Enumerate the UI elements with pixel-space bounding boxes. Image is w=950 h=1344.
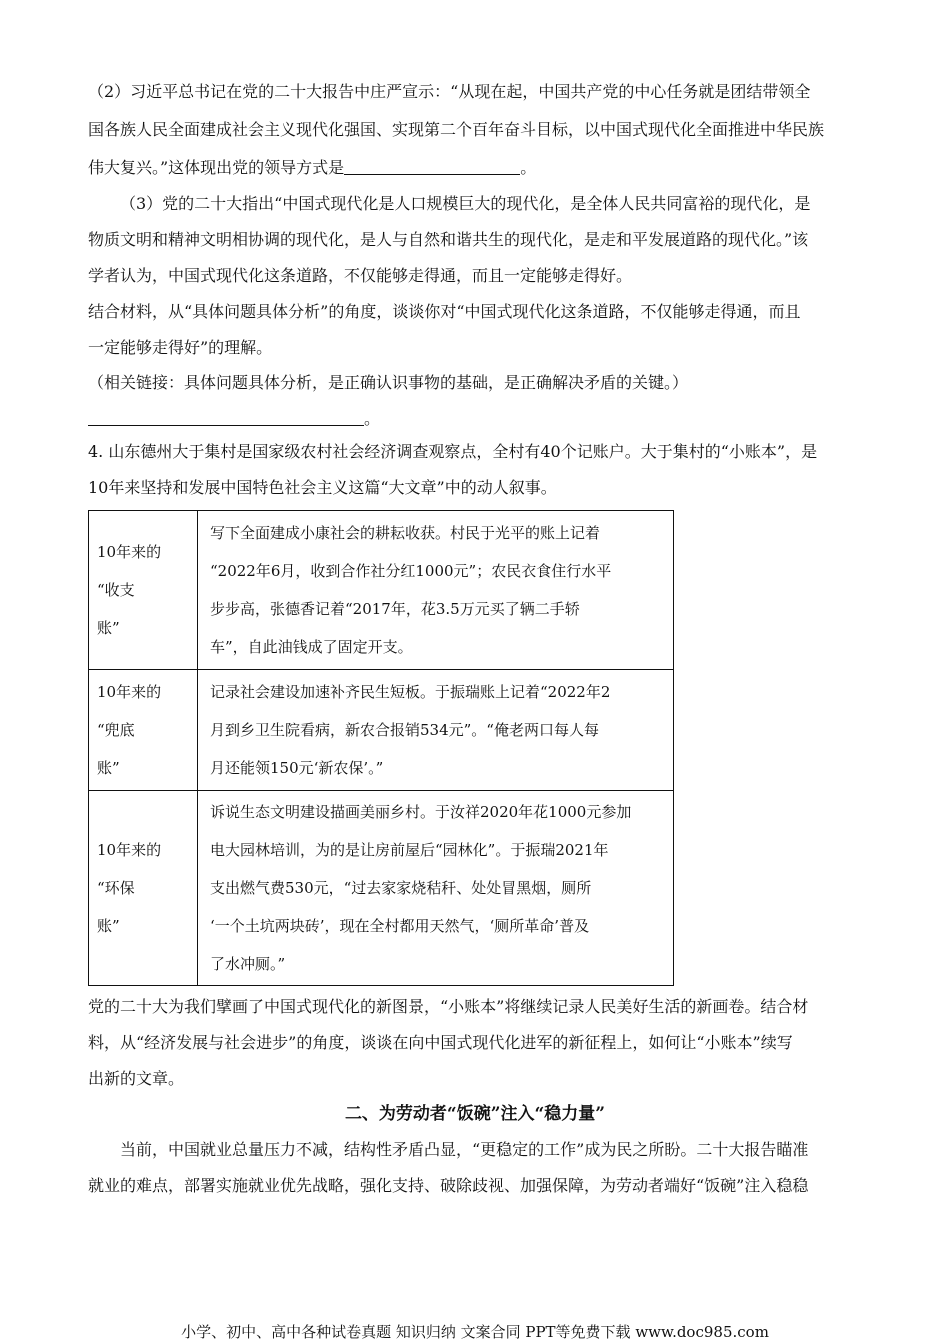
table-row (89, 791, 674, 986)
content-line: 支出燃气费530元，“过去家家烧秸秆、处处冒黑烟，厕所 (210, 879, 592, 897)
q4-after-line-1: 党的二十大为我们擘画了中国式现代化的新图景，“小账本”将继续记录人民美好生活的新画卷。结合材 (88, 997, 809, 1016)
q4-intro-line-1: 4. 山东德州大于集村是国家级农村社会经济调查观察点，全村有40个记账户。大于集村的“小账本”，是 (88, 442, 818, 461)
q2-line-3-text: 伟大复兴。”这体现出党的领导方式是 (88, 158, 345, 177)
q3-line-5: 一定能够走得好”的理解。 (88, 338, 273, 357)
content-line: “2022年6月，收到合作社分红1000元”；农民衣食住行水平 (210, 562, 612, 580)
content-line: 车”，自此油钱成了固定开支。 (210, 638, 413, 656)
label-line: “收支 (97, 581, 135, 599)
table-row (89, 511, 674, 670)
q2-line-3 (88, 157, 536, 179)
row-label-income (89, 511, 198, 670)
label-line: “环保 (97, 879, 135, 897)
content-line: 电大园林培训，为的是让房前屋后“园林化”。于振瑞2021年 (210, 841, 609, 859)
content-line: 记录社会建设加速补齐民生短板。于振瑞账上记着“2022年2 (210, 683, 611, 701)
q3-line-3: 学者认为，中国式现代化这条道路，不仅能够走得通，而且一定能够走得好。 (88, 266, 633, 285)
label-line: “兜底 (97, 721, 135, 739)
section-2-line-1: 当前，中国就业总量压力不减，结构性矛盾凸显，“更稳定的工作”成为民之所盼。二十大报告瞄准 (120, 1140, 809, 1159)
section-2-line-2: 就业的难点，部署实施就业优先战略，强化支持、破除歧视、加强保障，为劳动者端好“饭碗”注入稳稳 (88, 1176, 809, 1195)
q2-line-1: （2）习近平总书记在党的二十大报告中庄严宣示：“从现在起，中国共产党的中心任务就是团结带领全 (88, 82, 811, 101)
q3-answer-blank[interactable] (88, 409, 364, 426)
section-2-heading: 二、为劳动者“饭碗”注入“稳力量” (344, 1104, 606, 1124)
label-line: 账” (97, 759, 120, 777)
row-content-income (198, 511, 674, 670)
q3-end: 。 (364, 409, 381, 428)
content-line: 月到乡卫生院看病，新农合报销534元”。“俺老两口每人每 (210, 721, 599, 739)
q2-answer-blank[interactable] (344, 158, 520, 175)
q2-end: 。 (520, 158, 537, 177)
q3-line-4: 结合材料，从“具体问题具体分析”的角度，谈谈你对“中国式现代化这条道路，不仅能够走得通，而且 (88, 302, 801, 321)
content-line: 写下全面建成小康社会的耕耘收获。村民于光平的账上记着 (210, 524, 601, 542)
content-line: ‘一个土坑两块砖’，现在全村都用天然气，‘厕所革命’普及 (210, 917, 590, 935)
row-label-environment (89, 791, 198, 986)
q3-line-6: （相关链接：具体问题具体分析，是正确认识事物的基础，是正确解决矛盾的关键。） (88, 373, 689, 392)
q3-line-2: 物质文明和精神文明相协调的现代化，是人与自然和谐共生的现代化，是走和平发展道路的现代化。”该 (88, 230, 809, 249)
label-line: 10年来的 (97, 841, 162, 859)
row-content-safety-net (198, 670, 674, 791)
row-content-environment (198, 791, 674, 986)
q4-after-line-3: 出新的文章。 (88, 1069, 185, 1088)
q3-line-1: （3）党的二十大指出“中国式现代化是人口规模巨大的现代化，是全体人民共同富裕的现代化，是 (120, 194, 811, 213)
table-row (89, 670, 674, 791)
q4-after-line-2: 料，从“经济发展与社会进步”的角度，谈谈在向中国式现代化进军的新征程上，如何让“小账本”续写 (88, 1033, 793, 1052)
label-line: 账” (97, 917, 120, 935)
content-line: 了水冲厕。” (210, 955, 286, 973)
label-line: 10年来的 (97, 543, 162, 561)
content-line: 诉说生态文明建设描画美丽乡村。于汝祥2020年花1000元参加 (210, 803, 632, 821)
content-line: 月还能领150元‘新农保’。” (210, 759, 384, 777)
row-label-safety-net (89, 670, 198, 791)
ledger-table (88, 510, 674, 986)
footer-banner[interactable]: 小学、初中、高中各种试卷真题 知识归纳 文案合同 PPT等免费下载 www.doc985.com (181, 1323, 769, 1341)
q4-intro-line-2: 10年来坚持和发展中国特色社会主义这篇“大文章”中的动人叙事。 (88, 478, 557, 497)
q3-answer-line (88, 408, 380, 430)
q2-line-2: 国各族人民全面建成社会主义现代化强国、实现第二个百年奋斗目标，以中国式现代化全面推进中华民族 (88, 120, 825, 139)
label-line: 账” (97, 619, 120, 637)
content-line: 步步高，张德香记着“2017年，花3.5万元买了辆二手轿 (210, 600, 580, 618)
label-line: 10年来的 (97, 683, 162, 701)
